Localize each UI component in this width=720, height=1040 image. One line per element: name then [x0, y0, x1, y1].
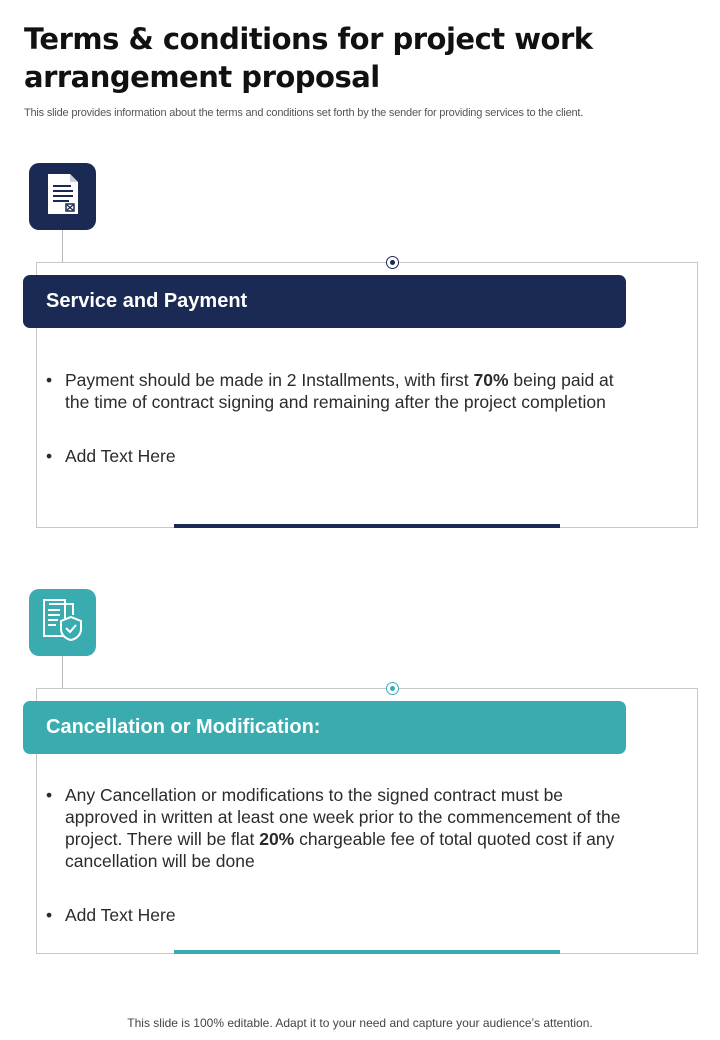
list-item: • Add Text Here — [46, 905, 176, 925]
section-icon-box — [29, 163, 96, 230]
page-title: Terms & conditions for project work arrangement proposal — [24, 22, 593, 94]
bullet-list — [46, 784, 636, 958]
document-icon — [46, 173, 80, 220]
list-item: • Add Text Here — [46, 446, 176, 466]
timeline-dot — [386, 256, 399, 269]
timeline-dot — [386, 682, 399, 695]
footer-note: This slide is 100% editable. Adapt it to your need and capture your audience’s attention. — [127, 1016, 593, 1030]
accent-bar — [174, 950, 560, 954]
bullet-list — [46, 369, 636, 499]
contract-shield-icon — [43, 599, 83, 646]
page-subtitle: This slide provides information about the terms and conditions set forth by the sender for providing services to the client. — [24, 107, 584, 119]
section-icon-box — [29, 589, 96, 656]
section-heading: Cancellation or Modification: — [23, 701, 626, 754]
section-heading: Service and Payment — [23, 275, 626, 328]
accent-bar — [174, 524, 560, 528]
list-item: • Any Cancellation or modifications to the signed contract must be approved in written at least one week prior to the commencement of the project. There will be flat 20% chargeable fee of total quoted cost if any cancellation will be done — [46, 785, 621, 871]
connector-line — [62, 656, 63, 689]
connector-line — [62, 230, 63, 263]
list-item: • Payment should be made in 2 Installments, with first 70% being paid at the time of contract signing and remaining after the project completion — [46, 370, 614, 412]
